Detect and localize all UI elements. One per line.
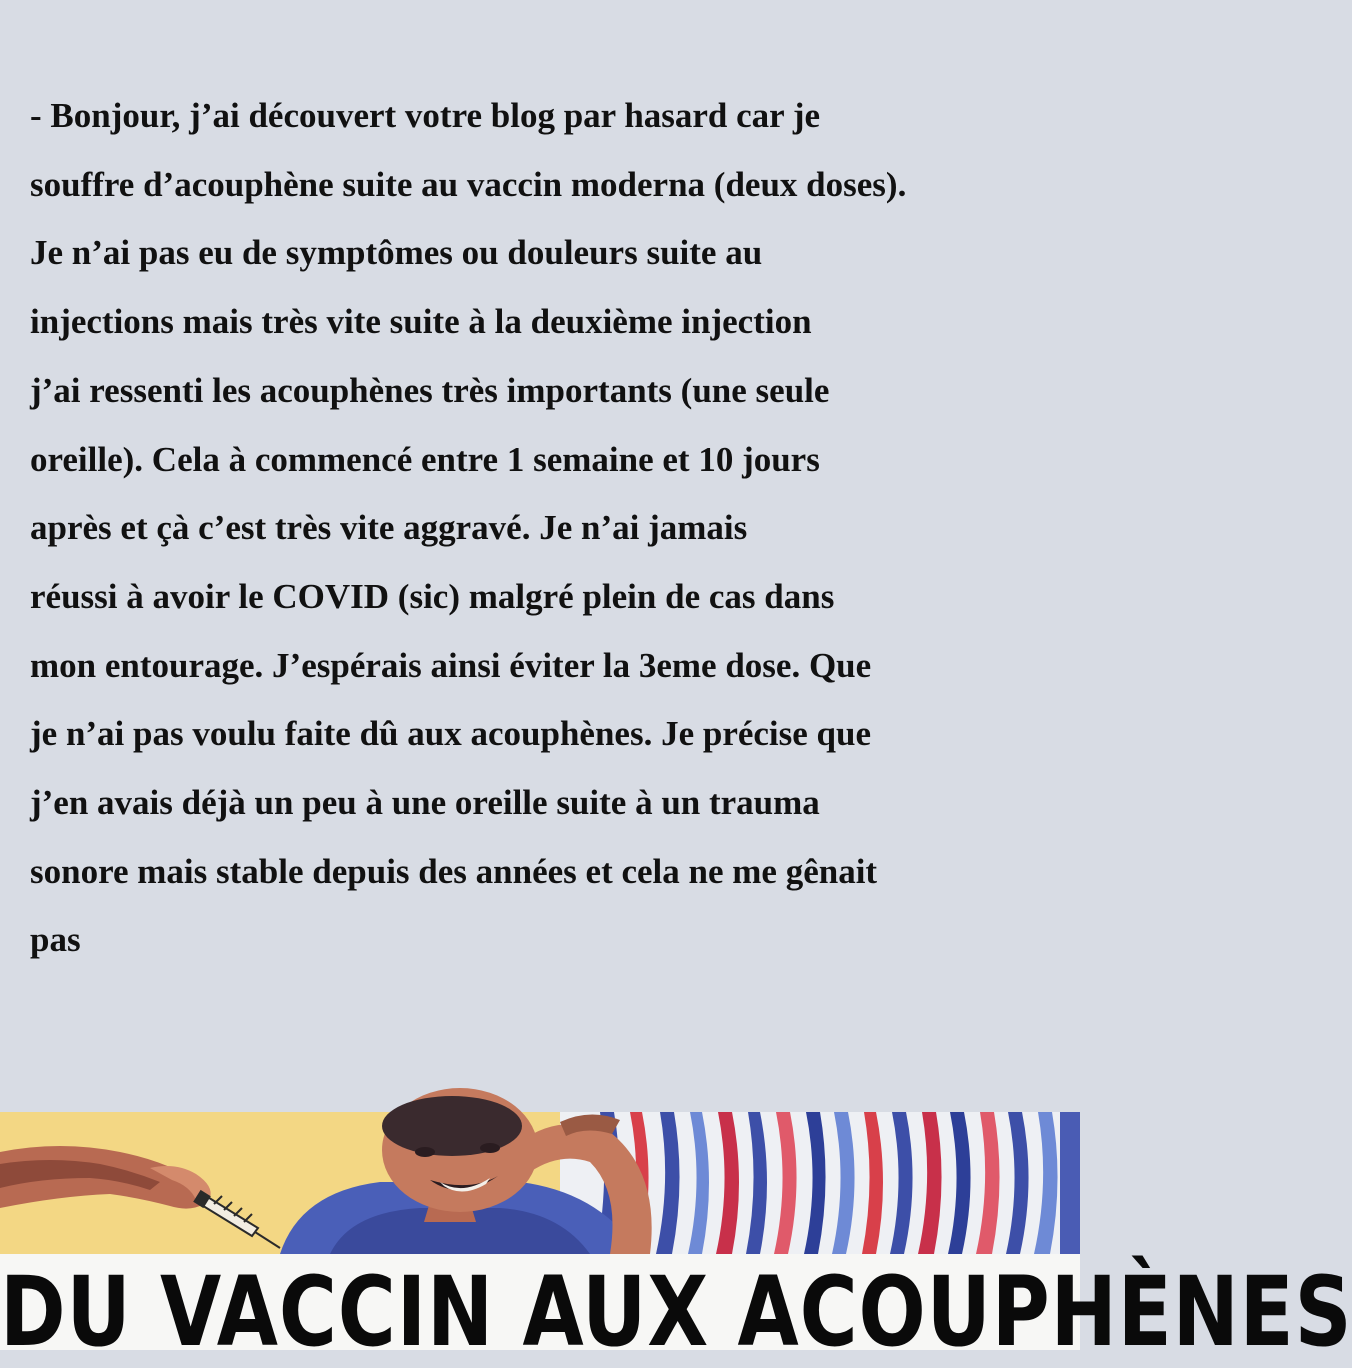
quote-line: sonore mais stable depuis des années et cela ne me gênait (30, 851, 878, 891)
quote-line: j’ai ressenti les acouphènes très importants (une seule (30, 370, 830, 410)
quote-line: je n’ai pas voulu faite dû aux acouphènes. Je précise que (30, 714, 872, 754)
banner-illustration-art (0, 1112, 1080, 1254)
quote-line: injections mais très vite suite à la deuxième injection (30, 302, 812, 342)
quote-line: pas (30, 920, 81, 960)
banner-illustration (0, 1112, 1080, 1254)
quote-line: j’en avais déjà un peu à une oreille suite à un trauma (30, 783, 820, 823)
title-bar (0, 1254, 1352, 1368)
banner-title: DU VACCIN AUX ACOUPHÈNES (0, 1255, 1352, 1368)
testimony-quote (30, 82, 1050, 975)
quote-line: souffre d’acouphène suite au vaccin moderna (deux doses). (30, 164, 907, 204)
quote-line: réussi à avoir le COVID (sic) malgré plein de cas dans (30, 576, 835, 616)
quote-line: mon entourage. J’espérais ainsi éviter la 3eme dose. Que (30, 645, 872, 685)
quote-line: oreille). Cela à commencé entre 1 semaine et 10 jours (30, 439, 820, 479)
quote-line: après et çà c’est très vite aggravé. Je n’ai jamais (30, 508, 748, 548)
quote-line: - Bonjour, j’ai découvert votre blog par hasard car je (30, 96, 821, 135)
quote-line: Je n’ai pas eu de symptômes ou douleurs suite au (30, 233, 763, 273)
